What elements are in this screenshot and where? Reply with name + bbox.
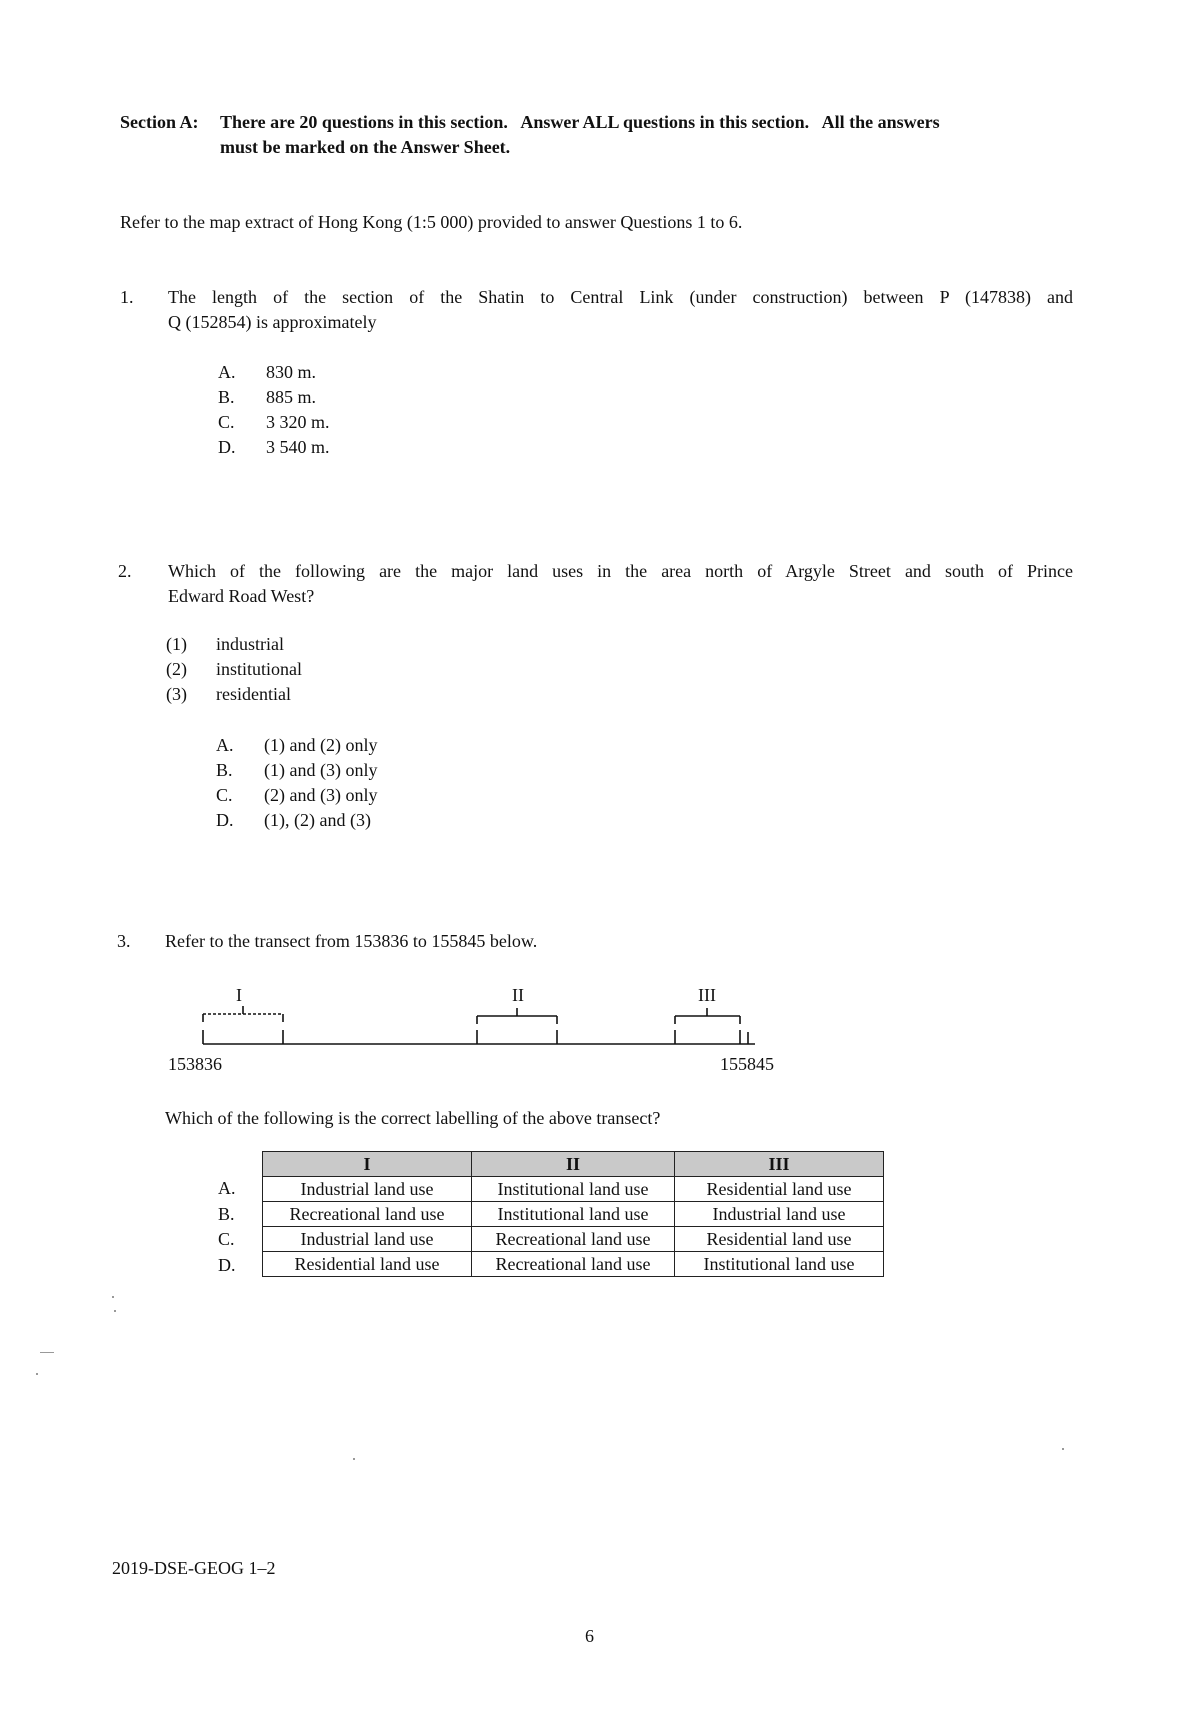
transect-label-iii: III xyxy=(698,985,716,1005)
table-header-row xyxy=(263,1152,884,1177)
option-letter: C. xyxy=(218,412,235,432)
item-number: (1) xyxy=(166,634,187,654)
scan-speck xyxy=(112,1296,114,1298)
table-header-iii: III xyxy=(675,1152,884,1177)
transect-bracket-ii xyxy=(477,1008,557,1044)
option-text: 3 540 m. xyxy=(266,437,330,457)
option-letter: C. xyxy=(216,785,233,805)
option-text: 885 m. xyxy=(266,387,317,407)
item-text: institutional xyxy=(216,659,303,679)
q3-number: 3. xyxy=(117,931,131,951)
table-header-i: I xyxy=(263,1152,472,1177)
option-letter: B. xyxy=(218,387,235,407)
scan-speck xyxy=(1062,1448,1064,1450)
q3-question: Which of the following is the correct labelling of the above transect? xyxy=(165,1108,661,1128)
q1-number: 1. xyxy=(120,287,134,307)
footer-code: 2019-DSE-GEOG 1–2 xyxy=(112,1558,276,1578)
table-row[interactable] xyxy=(263,1227,884,1252)
option-text: (2) and (3) only xyxy=(264,785,378,805)
table-cell: Recreational land use xyxy=(263,1202,472,1227)
item-text: industrial xyxy=(216,634,284,654)
scan-speck xyxy=(114,1310,116,1312)
option-text: (1) and (3) only xyxy=(264,760,378,780)
option-text: 830 m. xyxy=(266,362,317,382)
q3-row-label-c: C. xyxy=(218,1229,235,1249)
scan-speck xyxy=(36,1373,38,1375)
transect-end: 155845 xyxy=(720,1054,774,1074)
table-row[interactable] xyxy=(263,1252,884,1277)
table-cell: Institutional land use xyxy=(675,1252,884,1277)
table-cell: Recreational land use xyxy=(472,1227,675,1252)
scan-speck xyxy=(353,1458,355,1460)
q1-line-1: The length of the section of the Shatin to Central Link (under construction) between P (147838) and xyxy=(168,287,1073,307)
table-cell: Industrial land use xyxy=(675,1202,884,1227)
section-line-1: There are 20 questions in this section. Answer ALL questions in this section. All the answers xyxy=(220,112,940,132)
intro-text: Refer to the map extract of Hong Kong (1:5 000) provided to answer Questions 1 to 6. xyxy=(120,212,743,232)
item-text: residential xyxy=(216,684,291,704)
option-letter: A. xyxy=(218,362,236,382)
item-number: (3) xyxy=(166,684,187,704)
table-header-ii: II xyxy=(472,1152,675,1177)
table-cell: Residential land use xyxy=(675,1227,884,1252)
q3-row-label-b: B. xyxy=(218,1203,235,1224)
q2-line-1: Which of the following are the major land uses in the area north of Argyle Street and south of Prince xyxy=(168,561,1073,581)
table-row[interactable] xyxy=(263,1202,884,1227)
q3-row-label-d: D. xyxy=(218,1254,236,1275)
table-cell: Industrial land use xyxy=(263,1177,472,1202)
section-line-2: must be marked on the Answer Sheet. xyxy=(220,137,511,157)
table-cell: Residential land use xyxy=(263,1252,472,1277)
scan-speck xyxy=(40,1352,54,1353)
table-cell: Residential land use xyxy=(675,1177,884,1202)
table-cell: Recreational land use xyxy=(472,1252,675,1277)
page-number: 6 xyxy=(585,1626,594,1646)
transect-bracket-iii xyxy=(675,1008,748,1044)
q2-number: 2. xyxy=(118,561,132,581)
option-text: (1), (2) and (3) xyxy=(264,810,371,830)
q3-answer-table xyxy=(262,1151,884,1277)
transect-label-ii: II xyxy=(512,985,524,1005)
option-letter: B. xyxy=(216,760,233,780)
option-letter: A. xyxy=(216,735,234,755)
option-text: 3 320 m. xyxy=(266,412,330,432)
q2-line-2: Edward Road West? xyxy=(168,586,315,606)
q3-stem: Refer to the transect from 153836 to 155845 below. xyxy=(165,931,538,951)
q3-row-label-a: A. xyxy=(218,1178,236,1198)
table-row[interactable] xyxy=(263,1177,884,1202)
table-cell: Industrial land use xyxy=(263,1227,472,1252)
transect-start: 153836 xyxy=(168,1054,222,1074)
transect-diagram xyxy=(195,1000,765,1050)
section-label: Section A: xyxy=(120,112,199,132)
option-letter: D. xyxy=(218,437,236,457)
option-letter: D. xyxy=(216,810,234,830)
option-text: (1) and (2) only xyxy=(264,735,378,755)
table-cell: Institutional land use xyxy=(472,1177,675,1202)
q1-line-2: Q (152854) is approximately xyxy=(168,312,377,332)
table-cell: Institutional land use xyxy=(472,1202,675,1227)
transect-bracket-i xyxy=(203,1006,283,1044)
item-number: (2) xyxy=(166,659,187,679)
transect-label-i: I xyxy=(236,985,242,1005)
